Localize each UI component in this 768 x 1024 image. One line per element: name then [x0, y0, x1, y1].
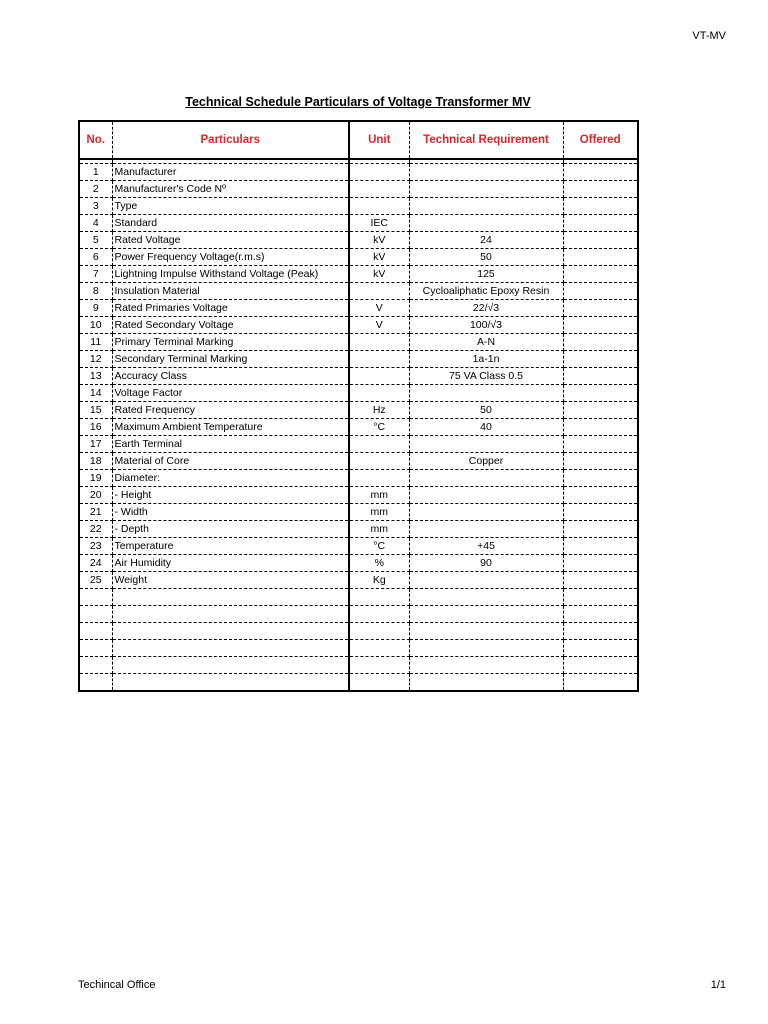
cell-unit: [349, 640, 409, 657]
cell-particular: Insulation Material: [112, 283, 349, 300]
cell-requirement: [409, 572, 563, 589]
cell-no: 8: [79, 283, 112, 300]
cell-particular: Type: [112, 198, 349, 215]
cell-particular: Rated Secondary Voltage: [112, 317, 349, 334]
cell-particular: Power Frequency Voltage(r.m.s): [112, 249, 349, 266]
table-row: [79, 623, 638, 640]
cell-particular: [112, 623, 349, 640]
cell-unit: kV: [349, 249, 409, 266]
cell-requirement: [409, 623, 563, 640]
cell-particular: [112, 606, 349, 623]
cell-unit: V: [349, 300, 409, 317]
table-row: [79, 334, 638, 351]
cell-requirement: [409, 521, 563, 538]
cell-requirement: [409, 436, 563, 453]
cell-unit: [349, 351, 409, 368]
cell-requirement: [409, 657, 563, 674]
cell-unit: [349, 623, 409, 640]
cell-unit: mm: [349, 521, 409, 538]
cell-requirement: 1a-1n: [409, 351, 563, 368]
table-row: [79, 657, 638, 674]
cell-offered: [563, 232, 638, 249]
cell-requirement: Copper: [409, 453, 563, 470]
table-row: [79, 487, 638, 504]
cell-particular: Primary Terminal Marking: [112, 334, 349, 351]
cell-unit: °C: [349, 419, 409, 436]
cell-requirement: [409, 504, 563, 521]
table-row: [79, 640, 638, 657]
cell-unit: kV: [349, 266, 409, 283]
cell-no: 15: [79, 402, 112, 419]
cell-no: 5: [79, 232, 112, 249]
cell-particular: Voltage Factor: [112, 385, 349, 402]
cell-offered: [563, 504, 638, 521]
table-row: [79, 249, 638, 266]
cell-no: 20: [79, 487, 112, 504]
cell-no: 19: [79, 470, 112, 487]
cell-requirement: [409, 470, 563, 487]
cell-unit: Hz: [349, 402, 409, 419]
cell-particular: Rated Primaries Voltage: [112, 300, 349, 317]
cell-particular: Air Humidity: [112, 555, 349, 572]
cell-offered: [563, 436, 638, 453]
table-row: [79, 385, 638, 402]
cell-particular: [112, 657, 349, 674]
cell-unit: [349, 470, 409, 487]
cell-unit: mm: [349, 487, 409, 504]
cell-particular: Temperature: [112, 538, 349, 555]
cell-offered: [563, 317, 638, 334]
table-row: [79, 589, 638, 606]
cell-offered: [563, 385, 638, 402]
cell-requirement: 90: [409, 555, 563, 572]
cell-particular: Manufacturer: [112, 164, 349, 181]
cell-requirement: [409, 487, 563, 504]
cell-particular: Weight: [112, 572, 349, 589]
cell-requirement: 50: [409, 402, 563, 419]
cell-no: 4: [79, 215, 112, 232]
cell-no: 6: [79, 249, 112, 266]
cell-unit: [349, 436, 409, 453]
table-row: [79, 300, 638, 317]
cell-no: 23: [79, 538, 112, 555]
cell-requirement: [409, 385, 563, 402]
table-header-row: [79, 121, 638, 159]
table-row: [79, 198, 638, 215]
table-row: [79, 215, 638, 232]
cell-requirement: 40: [409, 419, 563, 436]
page-title: Technical Schedule Particulars of Voltage Transformer MV: [185, 95, 531, 109]
cell-particular: [112, 640, 349, 657]
cell-no: 9: [79, 300, 112, 317]
cell-no: 2: [79, 181, 112, 198]
cell-offered: [563, 470, 638, 487]
cell-no: [79, 606, 112, 623]
footer-office: Techincal Office: [78, 979, 156, 991]
cell-requirement: 75 VA Class 0.5: [409, 368, 563, 385]
cell-unit: [349, 334, 409, 351]
table-row: [79, 521, 638, 538]
cell-requirement: [409, 640, 563, 657]
cell-no: [79, 640, 112, 657]
cell-offered: [563, 623, 638, 640]
table-row: [79, 266, 638, 283]
cell-unit: [349, 657, 409, 674]
cell-no: [79, 623, 112, 640]
column-header-offered: Offered: [563, 121, 638, 159]
cell-no: 25: [79, 572, 112, 589]
cell-requirement: A-N: [409, 334, 563, 351]
cell-no: 10: [79, 317, 112, 334]
cell-no: 21: [79, 504, 112, 521]
cell-unit: mm: [349, 504, 409, 521]
cell-no: 24: [79, 555, 112, 572]
column-header-requirement: Technical Requirement: [409, 121, 563, 159]
cell-requirement: [409, 164, 563, 181]
cell-no: 1: [79, 164, 112, 181]
cell-no: 11: [79, 334, 112, 351]
cell-offered: [563, 657, 638, 674]
table-row: [79, 504, 638, 521]
cell-requirement: [409, 215, 563, 232]
cell-unit: [349, 589, 409, 606]
table-row: [79, 555, 638, 572]
cell-offered: [563, 283, 638, 300]
cell-unit: [349, 674, 409, 692]
cell-unit: [349, 283, 409, 300]
table-row: [79, 436, 638, 453]
table-row: [79, 453, 638, 470]
cell-unit: [349, 198, 409, 215]
cell-offered: [563, 453, 638, 470]
cell-particular: Standard: [112, 215, 349, 232]
footer-page-number: 1/1: [710, 979, 726, 991]
cell-offered: [563, 521, 638, 538]
cell-unit: V: [349, 317, 409, 334]
cell-particular: Secondary Terminal Marking: [112, 351, 349, 368]
cell-no: 22: [79, 521, 112, 538]
cell-particular: Material of Core: [112, 453, 349, 470]
table-row: [79, 351, 638, 368]
cell-no: 17: [79, 436, 112, 453]
table-row: [79, 538, 638, 555]
table-row: [79, 368, 638, 385]
cell-particular: Rated Voltage: [112, 232, 349, 249]
table-row: [79, 181, 638, 198]
table-row: [79, 402, 638, 419]
table-row: [79, 317, 638, 334]
cell-unit: %: [349, 555, 409, 572]
cell-unit: [349, 453, 409, 470]
cell-offered: [563, 368, 638, 385]
cell-unit: [349, 385, 409, 402]
cell-requirement: [409, 674, 563, 692]
cell-no: [79, 589, 112, 606]
cell-offered: [563, 419, 638, 436]
cell-requirement: [409, 606, 563, 623]
table-row: [79, 674, 638, 692]
cell-unit: IEC: [349, 215, 409, 232]
table-row: [79, 283, 638, 300]
table-row: [79, 470, 638, 487]
cell-offered: [563, 181, 638, 198]
table-body: [79, 159, 638, 691]
cell-offered: [563, 640, 638, 657]
cell-offered: [563, 674, 638, 692]
cell-requirement: 22/√3: [409, 300, 563, 317]
cell-particular: Accuracy Class: [112, 368, 349, 385]
cell-particular: Earth Terminal: [112, 436, 349, 453]
cell-no: 12: [79, 351, 112, 368]
table-row: [79, 419, 638, 436]
table-row: [79, 572, 638, 589]
table-row: [79, 232, 638, 249]
cell-unit: kV: [349, 232, 409, 249]
cell-offered: [563, 249, 638, 266]
cell-unit: [349, 606, 409, 623]
cell-offered: [563, 300, 638, 317]
cell-requirement: 24: [409, 232, 563, 249]
cell-unit: °C: [349, 538, 409, 555]
cell-requirement: +45: [409, 538, 563, 555]
cell-offered: [563, 351, 638, 368]
cell-particular: - Depth: [112, 521, 349, 538]
cell-offered: [563, 266, 638, 283]
cell-no: [79, 657, 112, 674]
cell-requirement: 50: [409, 249, 563, 266]
cell-no: 18: [79, 453, 112, 470]
cell-no: [79, 674, 112, 692]
cell-unit: [349, 368, 409, 385]
cell-offered: [563, 606, 638, 623]
cell-particular: [112, 589, 349, 606]
cell-particular: Maximum Ambient Temperature: [112, 419, 349, 436]
cell-requirement: 100/√3: [409, 317, 563, 334]
cell-requirement: [409, 198, 563, 215]
cell-offered: [563, 487, 638, 504]
cell-unit: [349, 164, 409, 181]
cell-particular: Rated Frequency: [112, 402, 349, 419]
cell-offered: [563, 589, 638, 606]
cell-offered: [563, 538, 638, 555]
cell-particular: Diameter:: [112, 470, 349, 487]
document-code: VT-MV: [692, 30, 726, 42]
cell-requirement: Cycloaliphatic Epoxy Resin: [409, 283, 563, 300]
cell-no: 13: [79, 368, 112, 385]
cell-no: 14: [79, 385, 112, 402]
table-row: [79, 606, 638, 623]
cell-requirement: 125: [409, 266, 563, 283]
cell-offered: [563, 334, 638, 351]
cell-particular: - Height: [112, 487, 349, 504]
column-header-unit: Unit: [349, 121, 409, 159]
cell-unit: Kg: [349, 572, 409, 589]
cell-offered: [563, 215, 638, 232]
cell-particular: [112, 674, 349, 692]
schedule-table: [78, 120, 639, 692]
cell-no: 3: [79, 198, 112, 215]
cell-offered: [563, 164, 638, 181]
cell-offered: [563, 572, 638, 589]
cell-offered: [563, 402, 638, 419]
cell-no: 7: [79, 266, 112, 283]
cell-particular: Lightning Impulse Withstand Voltage (Peak): [112, 266, 349, 283]
cell-offered: [563, 555, 638, 572]
cell-particular: - Width: [112, 504, 349, 521]
table-row: [79, 164, 638, 181]
cell-particular: Manufacturer's Code Nº: [112, 181, 349, 198]
cell-offered: [563, 198, 638, 215]
cell-unit: [349, 181, 409, 198]
cell-requirement: [409, 589, 563, 606]
column-header-no: No.: [79, 121, 112, 159]
cell-requirement: [409, 181, 563, 198]
cell-no: 16: [79, 419, 112, 436]
column-header-particulars: Particulars: [112, 121, 349, 159]
